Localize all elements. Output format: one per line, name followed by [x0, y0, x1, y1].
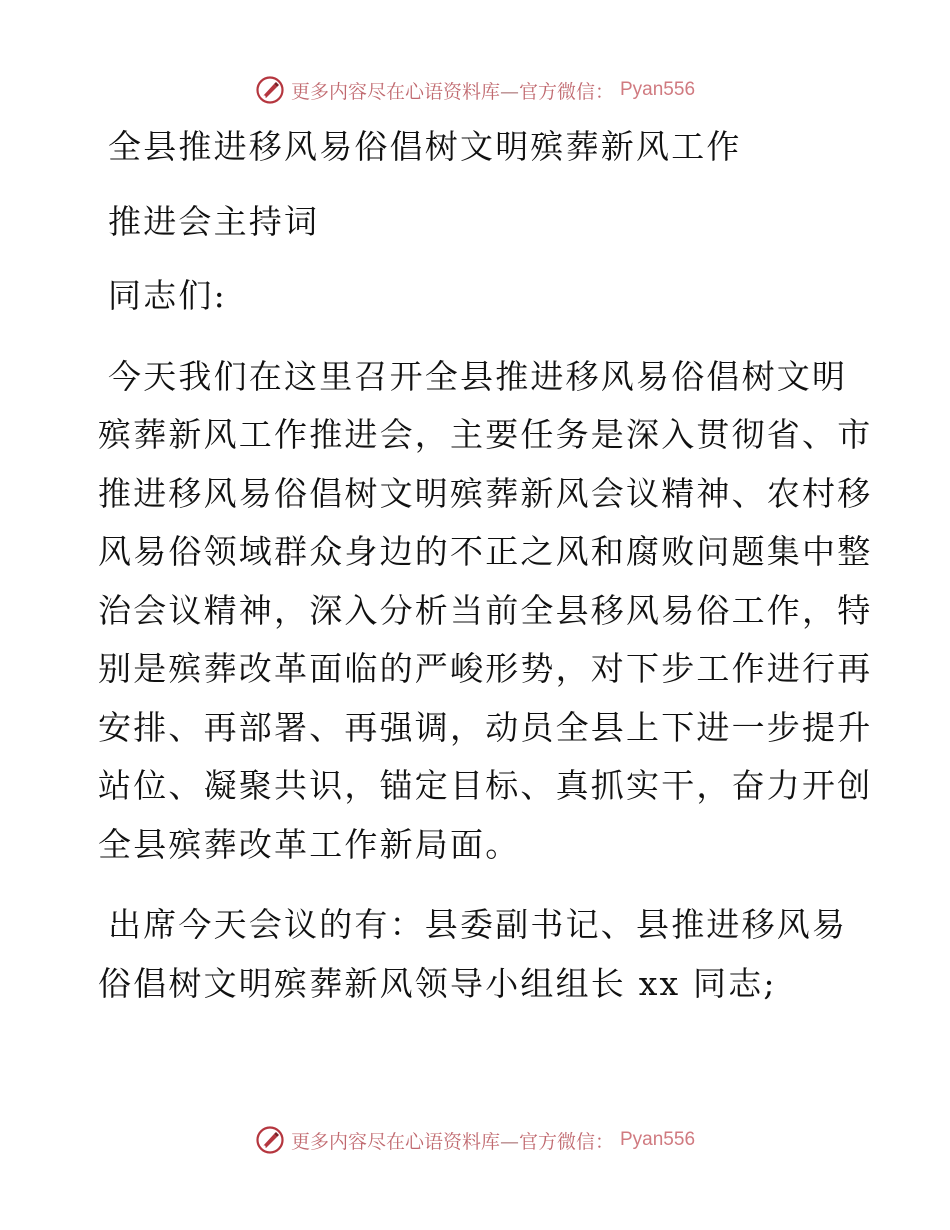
greeting: 同志们:: [108, 276, 227, 315]
header-banner: [0, 70, 950, 110]
paragraph-line: 俗倡树文明殡葬新风领导小组组长 xx 同志;: [98, 963, 777, 1003]
paragraph-line: 全县殡葬改革工作新局面。: [98, 824, 521, 864]
footer-banner: [0, 1120, 950, 1160]
paragraph-1: [98, 348, 873, 875]
paragraph-line: 站位、凝聚共识，锚定目标、真抓实干，奋力开创: [98, 766, 873, 805]
title-line-1: 全县推进移风易俗倡树文明殡葬新风工作: [108, 127, 742, 166]
paragraph-2: [98, 896, 858, 1013]
paragraph-line: 推进移风易俗倡树文明殡葬新风会议精神、农村移: [98, 473, 873, 513]
document-body: [98, 118, 873, 1013]
paragraph-line: 别是殡葬改革面临的严峻形势，对下步工作进行再: [98, 649, 873, 688]
paragraph-line: 出席今天会议的有：县委副书记、县推进移风易: [108, 905, 848, 944]
header-banner-suffix: 官方微信：: [518, 80, 614, 103]
footer-banner-main: 更多内容尽在心语资料库: [290, 1130, 500, 1153]
footer-banner-handle: Pyan556: [620, 1129, 696, 1150]
footer-banner-text: [291, 1127, 614, 1154]
pen-seal-icon: [255, 75, 285, 105]
paragraph-line: 殡葬新风工作推进会，主要任务是深入贯彻省、市: [98, 415, 873, 454]
footer-banner-dash: —: [499, 1130, 519, 1153]
title-line-2: 推进会主持词: [108, 201, 320, 241]
header-banner-dash: —: [499, 80, 519, 103]
header-banner-text: [291, 77, 614, 104]
paragraph-line: 安排、再部署、再强调，动员全县上下进一步提升: [98, 707, 873, 747]
pen-seal-icon: [255, 1125, 285, 1155]
paragraph-line: 风易俗领域群众身边的不正之风和腐败问题集中整: [98, 532, 873, 571]
header-banner-main: 更多内容尽在心语资料库: [290, 80, 500, 103]
paragraph-line: 治会议精神，深入分析当前全县移风易俗工作，特: [98, 590, 873, 630]
header-banner-handle: Pyan556: [620, 79, 696, 100]
paragraph-line: 今天我们在这里召开全县推进移风易俗倡树文明: [108, 356, 848, 396]
footer-banner-suffix: 官方微信：: [518, 1130, 614, 1153]
